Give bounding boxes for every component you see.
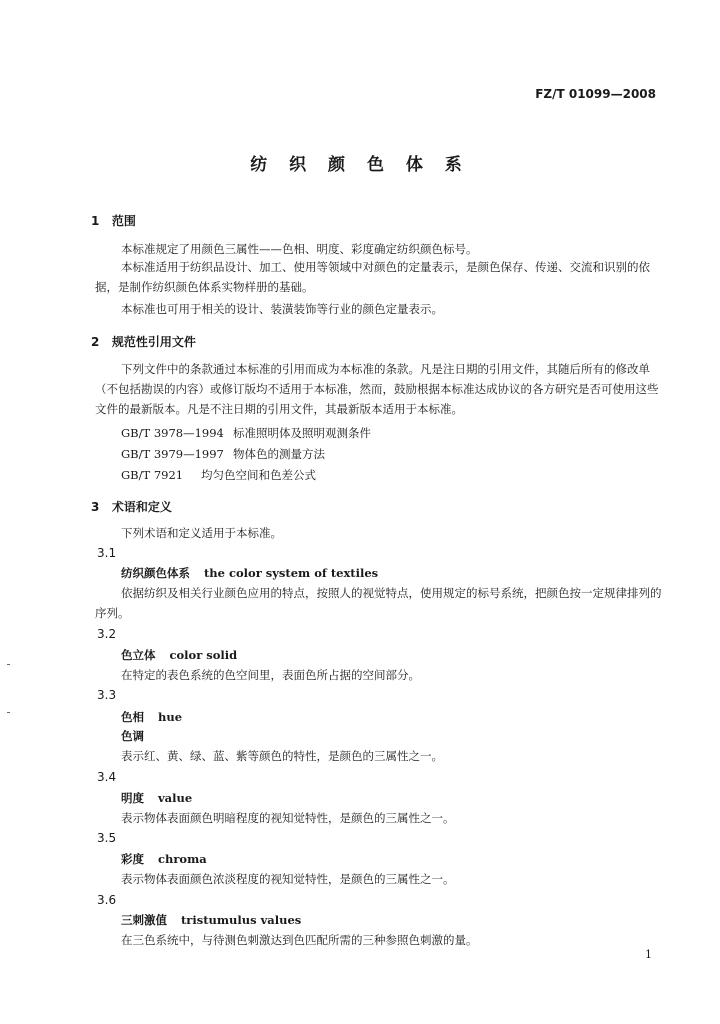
term-number: 3.6: [97, 893, 117, 907]
section-1-paragraph-1: 本标准规定了用颜色三属性——色相、明度、彩度确定纺织颜色标号。: [121, 242, 478, 256]
document-title: 纺 织 颜 色 体 系: [250, 155, 470, 175]
section-1-paragraph-3: 本标准也可用于相关的设计、装潢装饰等行业的颜色定量表示。: [121, 302, 443, 316]
reference-item: GB/T 3978—1994 标准照明体及照明观测条件: [121, 426, 371, 440]
term-synonym: 色调: [121, 729, 144, 743]
term-number: 3.4: [97, 770, 117, 784]
term-definition: 在三色系统中，与待测色刺激达到色匹配所需的三种参照色刺激的量。: [121, 933, 478, 947]
section-2-paragraph-1: 下列文件中的条款通过本标准的引用而成为本标准的条款。凡是注日期的引用文件，其随后所有的修改单（不包括勘误的内容）或修订版均不适用于本标准，然而，鼓励根据本标准达成协议的各方研究是否可使用这些文件的最新版本。凡是不注日期的引用文件，其最新版本适用于本标准。: [95, 362, 659, 416]
reference-item: GB/T 7921 均匀色空间和色差公式: [121, 468, 316, 482]
section-3-heading: 3 术语和定义: [91, 500, 172, 514]
term-definition: 依据纺织及相关行业颜色应用的特点，按照人的视觉特点，使用规定的标号系统，把颜色按一定规律排列的序列。: [95, 586, 662, 620]
term-definition: 表示物体表面颜色浓淡程度的视知觉特性，是颜色的三属性之一。: [121, 872, 455, 886]
term-number: 3.5: [97, 831, 117, 845]
page-number: 1: [645, 948, 652, 961]
term-number: 3.2: [97, 627, 117, 641]
term-number: 3.3: [97, 688, 117, 702]
term-heading: 色立体 color solid: [121, 648, 238, 662]
section-1-heading: 1 范围: [91, 214, 136, 228]
section-2-heading: 2 规范性引用文件: [91, 335, 196, 349]
term-heading: 彩度 chroma: [121, 852, 207, 866]
section-1-paragraph-2: 本标准适用于纺织品设计、加工、使用等领域中对颜色的定量表示，是颜色保存、传递、交流和识别的依据，是制作纺织颜色体系实物样册的基础。: [95, 260, 650, 294]
scan-mark: [7, 712, 10, 713]
scan-mark: [7, 664, 10, 665]
term-definition: 在特定的表色系统的色空间里，表面色所占据的空间部分。: [121, 668, 420, 682]
term-heading: 色相 hue: [121, 710, 183, 724]
section-3-paragraph-1: 下列术语和定义适用于本标准。: [121, 526, 282, 540]
term-heading: 三刺激值 tristumulus values: [121, 913, 302, 927]
term-heading: 明度 value: [121, 791, 193, 805]
term-definition: 表示物体表面颜色明暗程度的视知觉特性，是颜色的三属性之一。: [121, 811, 455, 825]
term-definition: 表示红、黄、绿、蓝、紫等颜色的特性，是颜色的三属性之一。: [121, 749, 443, 763]
reference-item: GB/T 3979—1997 物体色的测量方法: [121, 447, 325, 461]
standard-number: FZ/T 01099—2008: [535, 87, 656, 101]
term-number: 3.1: [97, 546, 117, 560]
term-heading: 纺织颜色体系 the color system of textiles: [121, 566, 379, 580]
